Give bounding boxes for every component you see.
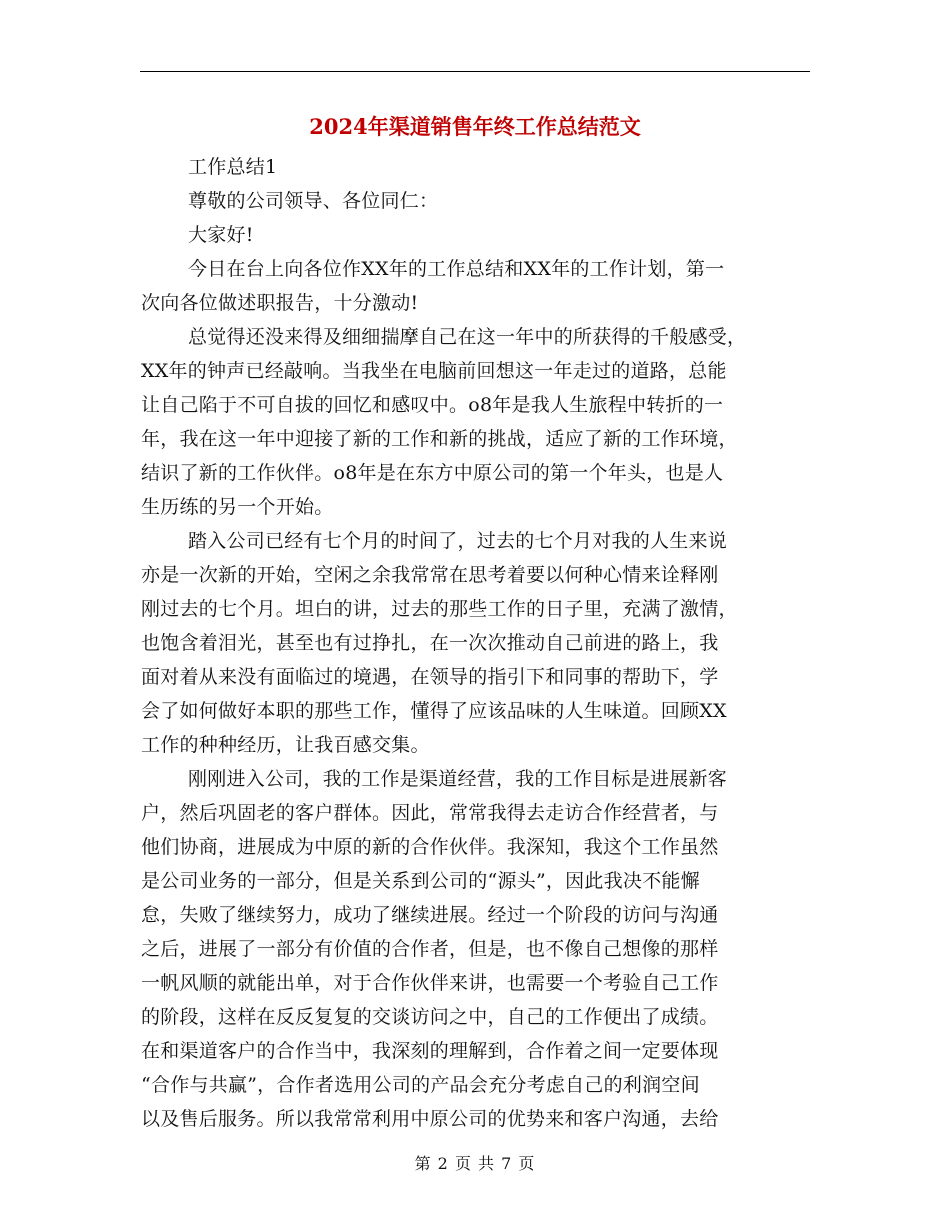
- body-line: 今日在台上向各位作XX年的工作总结和XX年的工作计划，第一: [188, 258, 725, 280]
- body-line: 户，然后巩固老的客户群体。因此，常常我得去走访合作经营者，与: [141, 802, 719, 824]
- header-rule: [140, 71, 810, 72]
- body-line: 尊敬的公司领导、各位同仁：: [188, 190, 439, 212]
- body-line: 一帆风顺的就能出单，对于合作伙伴来讲，也需要一个考验自己工作: [141, 972, 719, 994]
- body-line: 以及售后服务。所以我常常利用中原公司的优势来和客户沟通，去给: [141, 1108, 719, 1130]
- body-line: 年，我在这一年中迎接了新的工作和新的挑战，适应了新的工作环境，: [141, 428, 738, 450]
- body-line: 总觉得还没来得及细细揣摩自己在这一年中的所获得的千般感受，: [188, 326, 747, 348]
- body-line: 结识了新的工作伙伴。o8年是在东方中原公司的第一个年头，也是人: [141, 462, 724, 484]
- page-footer: 第 2 页 共 7 页: [414, 1154, 536, 1173]
- body-line: 大家好!: [188, 224, 254, 246]
- body-line: 是公司业务的一部分，但是关系到公司的“源头”，因此我决不能懈: [141, 870, 700, 892]
- body-line: 他们协商，进展成为中原的新的合作伙伴。我深知，我这个工作虽然: [141, 836, 719, 858]
- body-line: 次向各位做述职报告，十分激动!: [141, 292, 419, 314]
- body-line: 生历练的另一个开始。: [141, 496, 334, 518]
- body-line: 怠，失败了继续努力，成功了继续进展。经过一个阶段的访问与沟通: [141, 904, 719, 926]
- body-line: XX年的钟声已经敲响。当我坐在电脑前回想这一年走过的道路，总能: [141, 360, 727, 382]
- body-line: 踏入公司已经有七个月的时间了，过去的七个月对我的人生来说: [188, 530, 728, 552]
- body-line: 面对着从来没有面临过的境遇，在领导的指引下和同事的帮助下，学: [141, 666, 719, 688]
- document-body: [141, 150, 807, 1136]
- body-line: 工作总结1: [188, 156, 278, 178]
- body-line: 刚过去的七个月。坦白的讲，过去的那些工作的日子里，充满了激情，: [141, 598, 738, 620]
- body-line: 在和渠道客户的合作当中，我深刻的理解到，合作着之间一定要体现: [141, 1040, 719, 1062]
- body-line: 也饱含着泪光，甚至也有过挣扎，在一次次推动自己前进的路上，我: [141, 632, 719, 654]
- body-line: 让自己陷于不可自拔的回忆和感叹中。o8年是我人生旅程中转折的一: [141, 394, 724, 416]
- body-line: “合作与共赢”，合作者选用公司的产品会充分考虑自己的利润空间: [141, 1074, 700, 1096]
- body-line: 刚刚进入公司，我的工作是渠道经营，我的工作目标是进展新客: [188, 768, 728, 790]
- body-line: 之后，进展了一部分有价值的合作者，但是，也不像自己想像的那样: [141, 938, 719, 960]
- body-line: 工作的种种经历，让我百感交集。: [141, 734, 430, 756]
- body-line: 会了如何做好本职的那些工作，懂得了应该品味的人生味道。回顾XX: [141, 700, 727, 722]
- body-line: 亦是一次新的开始，空闲之余我常常在思考着要以何种心情来诠释刚: [141, 564, 719, 586]
- body-line: 的阶段，这样在反反复复的交谈访问之中，自己的工作便出了成绩。: [141, 1006, 719, 1028]
- document-title: 2024年渠道销售年终工作总结范文: [309, 114, 641, 139]
